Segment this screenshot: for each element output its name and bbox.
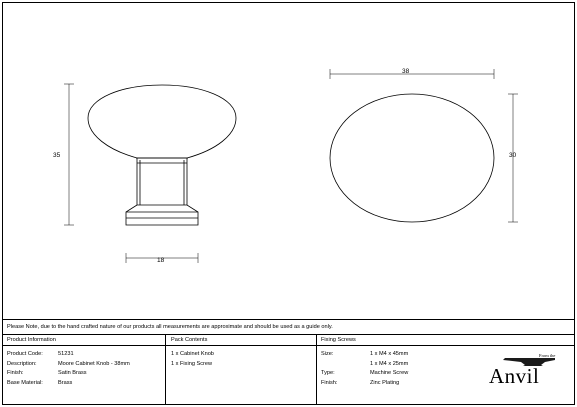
height-dimension bbox=[64, 84, 74, 225]
pack-contents-list bbox=[171, 350, 311, 370]
knob-side-view bbox=[88, 85, 236, 225]
screw-finish-label: Finish: bbox=[321, 379, 338, 386]
note-rule bbox=[2, 334, 575, 335]
face-width-dimension bbox=[330, 69, 494, 79]
base-material-label: Base Material: bbox=[7, 379, 43, 386]
product-information-table bbox=[7, 350, 162, 390]
pack-contents-title: Pack Contents bbox=[171, 337, 208, 343]
knob-front-view bbox=[330, 94, 494, 222]
height-label: 35 bbox=[53, 152, 61, 159]
knob-neck bbox=[137, 158, 187, 205]
logo-tagline: From the bbox=[539, 353, 556, 358]
knob-base bbox=[126, 205, 198, 225]
screw-size-value: 1 x M4 x 45mm bbox=[370, 351, 409, 357]
face-height-label: 30 bbox=[509, 152, 517, 159]
finish-value: Satin Brass bbox=[58, 370, 87, 376]
product-code-label: Product Code: bbox=[7, 351, 43, 357]
fixing-screws-title: Fixing Screws bbox=[321, 337, 356, 343]
face-width-label: 38 bbox=[402, 68, 410, 75]
product-code-value: 51231 bbox=[58, 351, 74, 357]
screw-type-label: Type: bbox=[321, 370, 335, 376]
pack-item: 1 x Fixing Screw bbox=[171, 360, 213, 367]
screw-type-value: Machine Screw bbox=[370, 370, 409, 376]
measurement-note: Please Note, due to the hand crafted nature of our products all measurements are approximate and should be used as a guide only. bbox=[7, 324, 333, 330]
knob-head-outline bbox=[88, 85, 236, 158]
description-label: Description: bbox=[7, 360, 37, 367]
screw-size-value-2: 1 x M4 x 25mm bbox=[370, 360, 409, 367]
base-material-value: Brass bbox=[58, 379, 73, 386]
screw-size-label: Size: bbox=[321, 351, 334, 357]
from-the-anvil-logo bbox=[483, 350, 573, 400]
screw-finish-value: Zinc Plating bbox=[370, 379, 400, 386]
base-width-label: 18 bbox=[157, 257, 165, 264]
description-value: Moore Cabinet Knob - 38mm bbox=[58, 360, 130, 367]
title-block-top-rule bbox=[2, 319, 575, 320]
logo-wordmark: Anvil bbox=[489, 364, 540, 388]
pack-item: 1 x Cabinet Knob bbox=[171, 351, 214, 357]
fixing-screws-table bbox=[321, 350, 471, 390]
header-rule bbox=[2, 345, 575, 346]
finish-label: Finish: bbox=[7, 370, 24, 376]
product-information-title: Product Information bbox=[7, 337, 56, 343]
